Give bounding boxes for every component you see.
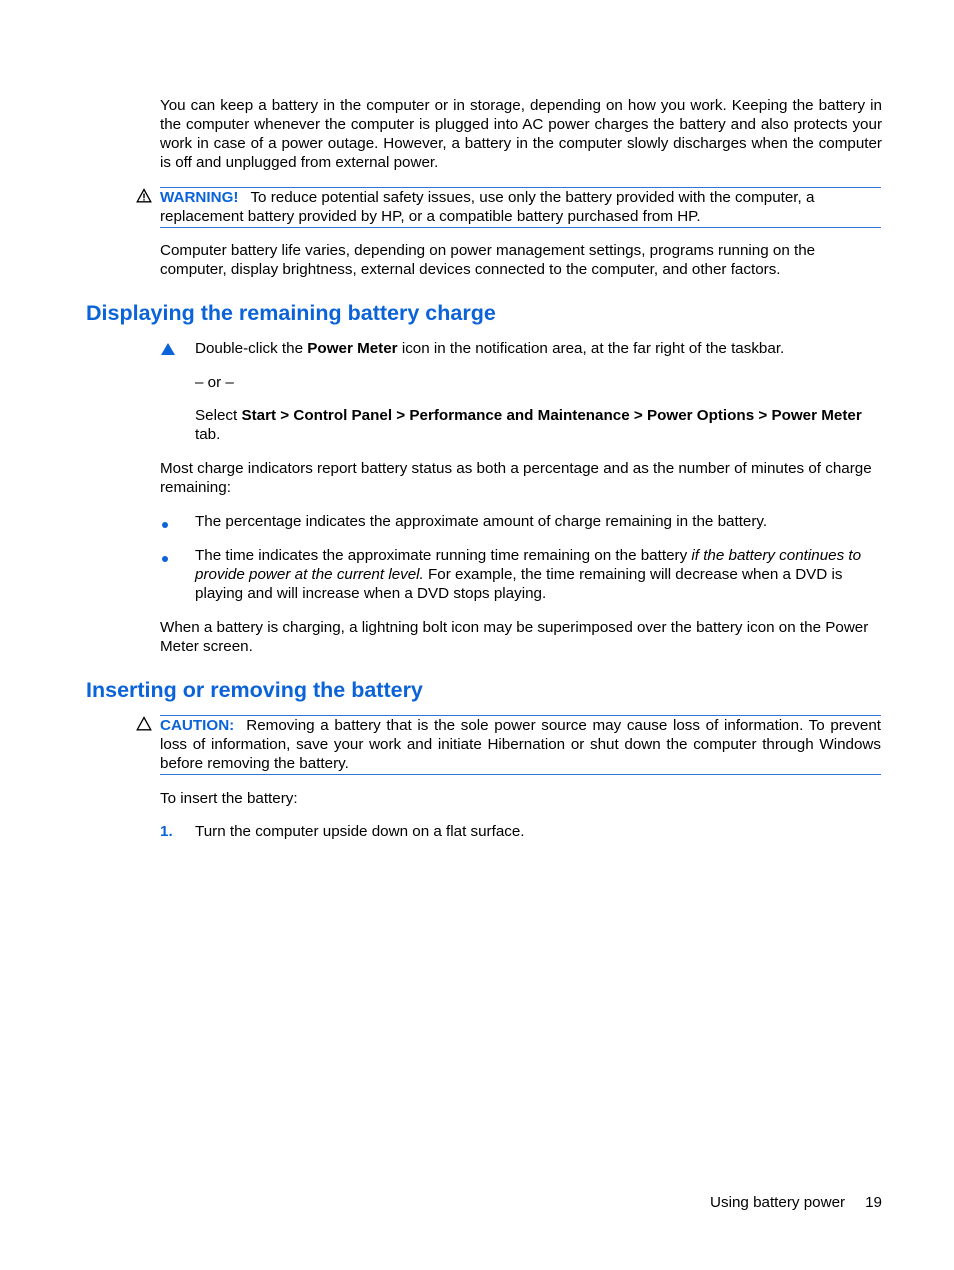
section-heading-inserting-removing: Inserting or removing the battery xyxy=(86,678,423,702)
battery-life-paragraph: Computer battery life varies, depending on power management settings, programs running on the computer, display brightness, external devices connected to the computer, and other factors. xyxy=(160,242,816,278)
power-meter-step xyxy=(195,339,882,358)
intro-paragraph: You can keep a battery in the computer or in storage, depending on how you work. Keeping the battery in the computer whenever the computer is plugged into AC power charges the battery and also protects your work in case of a power outage. However, a battery in the computer slowly discharges when the computer is off and unplugged from external power. xyxy=(160,97,882,171)
step-triangle-icon xyxy=(160,342,176,361)
warning-text: To reduce potential safety issues, use only the battery provided with the computer, a replacement battery provided by HP, or a compatible battery purchased from HP. xyxy=(160,189,815,225)
bullet-time-before: The time indicates the approximate running time remaining on the battery xyxy=(195,547,692,564)
indicators-paragraph: Most charge indicators report battery status as both a percentage and as the number of minutes of charge remaining: xyxy=(160,460,872,496)
warning-notice xyxy=(160,187,881,228)
bullet-time-after: For example, the time remaining will decrease when a DVD is playing and will increase when a DVD stops playing. xyxy=(195,566,843,602)
warning-label: WARNING! xyxy=(160,189,239,206)
step-number: 1. xyxy=(160,823,173,840)
warning-triangle-icon xyxy=(136,188,152,208)
power-meter-step-after: icon in the notification area, at the far right of the taskbar. xyxy=(397,340,785,357)
control-panel-step-path: Start > Control Panel > Performance and Maintenance > Power Options > Power Meter xyxy=(241,407,862,424)
caution-notice xyxy=(160,715,881,775)
page-number: 19 xyxy=(865,1194,882,1211)
bullet-dot-icon xyxy=(160,516,170,535)
caution-text: Removing a battery that is the sole power source may cause loss of information. To prevent loss of information, save your work and initiate Hibernation or shut down the computer through Windows before removing the battery. xyxy=(160,717,881,772)
bullet-percentage: The percentage indicates the approximate amount of charge remaining in the battery. xyxy=(195,513,768,530)
power-meter-step-bold: Power Meter xyxy=(307,340,398,357)
section-heading-displaying-charge: Displaying the remaining battery charge xyxy=(86,301,496,325)
or-separator: – or – xyxy=(195,374,234,391)
bullet-time-italic: if the battery continues to provide power at the current level. xyxy=(195,547,862,583)
insert-intro: To insert the battery: xyxy=(160,790,298,807)
bullet-dot-icon xyxy=(160,550,170,569)
caution-triangle-icon xyxy=(136,716,152,736)
power-meter-step-before: Double-click the xyxy=(195,340,308,357)
bullet-time xyxy=(195,546,882,603)
caution-label: CAUTION: xyxy=(160,717,235,734)
page-footer xyxy=(710,1193,882,1212)
control-panel-step-before: Select xyxy=(195,407,242,424)
step-1-text: Turn the computer upside down on a flat surface. xyxy=(195,823,525,840)
control-panel-step xyxy=(195,406,882,444)
charging-paragraph: When a battery is charging, a lightning bolt icon may be superimposed over the battery icon on the Power Meter screen. xyxy=(160,619,869,655)
footer-section-title: Using battery power xyxy=(710,1194,846,1211)
control-panel-step-after: tab. xyxy=(195,426,221,443)
